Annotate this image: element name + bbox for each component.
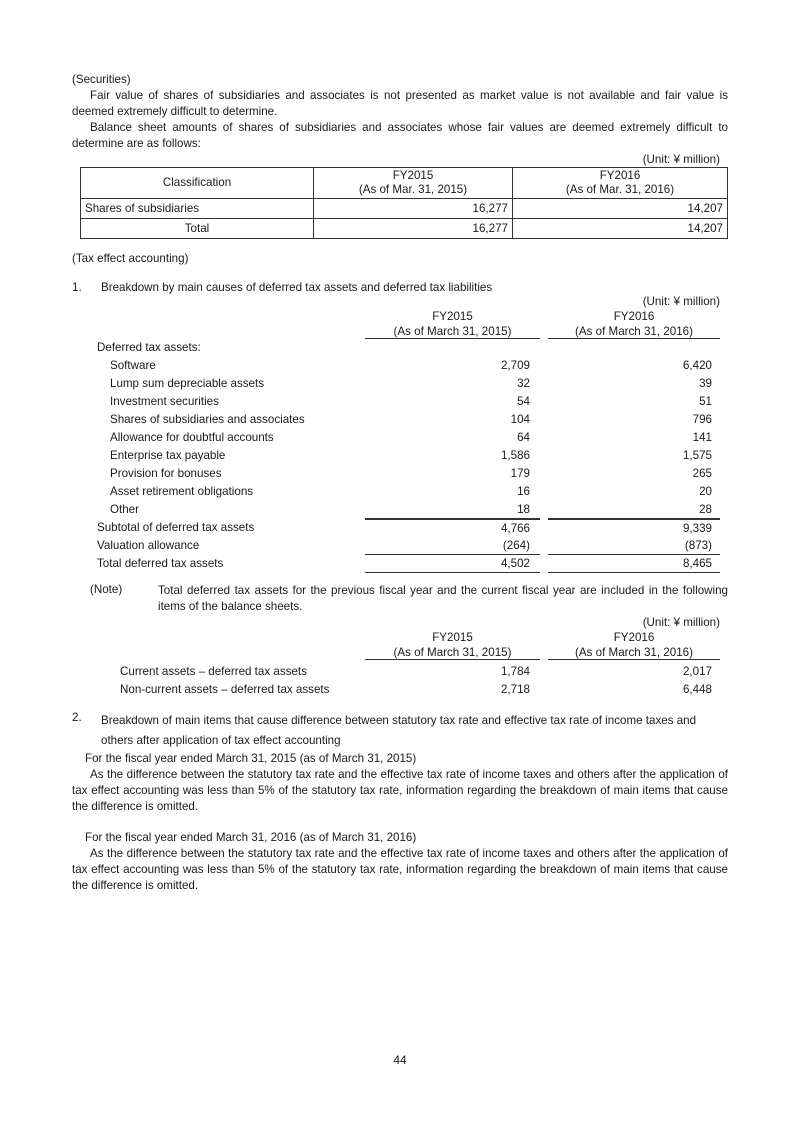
row-label: Valuation allowance <box>97 539 200 552</box>
row-fy2015: 2,718 <box>500 683 530 696</box>
table-row <box>72 411 728 429</box>
row-label: Software <box>110 359 156 372</box>
row-fy2015: 1,784 <box>500 665 530 678</box>
row-label: Non-current assets – deferred tax assets <box>120 683 330 696</box>
row-fy2015: 16 <box>517 485 530 498</box>
table-row <box>72 375 728 393</box>
tax-item-2-title <box>72 711 728 731</box>
fy2016-heading: For the fiscal year ended March 31, 2016 (as of March 31, 2016) <box>85 831 417 844</box>
note-header-fy2016-line2: (As of March 31, 2016) <box>575 646 693 659</box>
table-row <box>72 429 728 447</box>
securities-paragraph-2: Balance sheet amounts of shares of subsidiaries and associates whose fair values are deemed extremely difficult to determine are as follows: <box>72 121 728 150</box>
dta-subtotal-row <box>72 519 728 537</box>
dta-header-fy2016-line2: (As of March 31, 2016) <box>575 325 693 338</box>
row-fy2015: 179 <box>510 467 530 480</box>
row-label: Asset retirement obligations <box>110 485 254 498</box>
row-fy2015: 54 <box>517 395 530 408</box>
header-fy2015 <box>314 168 513 199</box>
row-label: Allowance for doubtful accounts <box>110 431 274 444</box>
table-row <box>72 393 728 411</box>
row-label: Lump sum depreciable assets <box>110 377 265 390</box>
row-label: Subtotal of deferred tax assets <box>97 521 255 534</box>
note-header-fy2015-line2: (As of March 31, 2015) <box>393 646 512 659</box>
row-label: Provision for bonuses <box>110 467 222 480</box>
row-label: Total <box>81 219 314 239</box>
table-row <box>72 465 728 483</box>
dta-note <box>90 583 728 615</box>
dta-items-list <box>72 357 728 519</box>
securities-paragraph-1: Fair value of shares of subsidiaries and associates is not presented as market value is not available and fair value is deemed extremely difficult to determine. <box>72 89 728 118</box>
item-number: 1. <box>72 281 82 294</box>
dta-column-headers <box>72 309 728 339</box>
securities-table-header <box>81 168 728 199</box>
row-fy2015: 4,766 <box>365 519 540 538</box>
row-label: Current assets – deferred tax assets <box>120 665 307 678</box>
dta-valuation-row <box>72 537 728 555</box>
header-fy2016-line1: FY2016 <box>599 169 641 182</box>
dta-header-fy2016 <box>548 309 720 339</box>
note-header-fy2016-line1: FY2016 <box>613 631 655 644</box>
note-header-fy2015-line1: FY2015 <box>432 631 473 644</box>
securities-heading: (Securities) <box>72 73 131 86</box>
dta-heading-row <box>72 339 728 357</box>
row-fy2016: (873) <box>548 537 720 555</box>
row-fy2015: 16,277 <box>314 219 513 239</box>
fy2016-text: As the difference between the statutory tax rate and the effective tax rate of income taxes and others after the application of tax effect accounting was less than 5% of the statutory tax rate, information regarding the breakdown of main items that cause the difference is omitted. <box>72 847 728 892</box>
header-classification: Classification <box>81 168 314 199</box>
table-row <box>72 357 728 375</box>
row-label: Shares of subsidiaries <box>81 199 314 219</box>
row-fy2016: 20 <box>699 485 712 498</box>
row-fy2015: 32 <box>517 377 530 390</box>
securities-unit: (Unit: ¥ million) <box>642 153 720 166</box>
table-row <box>72 663 728 681</box>
row-label: Other <box>110 503 139 516</box>
item-title-line1: Breakdown of main items that cause difference between statutory tax rate and effective tax rate of income taxes and <box>101 714 697 727</box>
row-fy2015: 1,586 <box>500 449 530 462</box>
row-fy2015: 4,502 <box>365 555 540 573</box>
row-fy2016: 6,420 <box>682 359 712 372</box>
row-fy2016: 8,465 <box>548 555 720 573</box>
row-fy2016: 141 <box>692 431 712 444</box>
dta-heading: Deferred tax assets: <box>97 341 201 354</box>
row-fy2015: 104 <box>510 413 530 426</box>
row-fy2016: 2,017 <box>682 665 712 678</box>
header-fy2015-line2: (As of Mar. 31, 2015) <box>358 183 468 196</box>
table-row <box>72 501 728 519</box>
dta-header-fy2015-line1: FY2015 <box>432 310 473 323</box>
row-label: Enterprise tax payable <box>110 449 226 462</box>
page-number: 44 <box>393 1053 407 1067</box>
tax-heading: (Tax effect accounting) <box>72 252 189 265</box>
header-fy2016-line2: (As of Mar. 31, 2016) <box>565 183 675 196</box>
row-fy2016: 14,207 <box>513 199 728 219</box>
table-row <box>72 447 728 465</box>
note-tag: (Note) <box>90 583 123 596</box>
row-label: Total deferred tax assets <box>97 557 224 570</box>
note-column-headers <box>72 630 728 660</box>
row-fy2016: 28 <box>548 501 720 519</box>
header-fy2016 <box>513 168 728 199</box>
note-header-fy2016 <box>548 630 720 660</box>
item-title-line2: others after application of tax effect accounting <box>101 734 341 747</box>
note-unit: (Unit: ¥ million) <box>642 616 720 629</box>
dta-total-row <box>72 555 728 573</box>
item-number: 2. <box>72 711 82 724</box>
tax-item-1-title <box>72 281 728 294</box>
row-label: Investment securities <box>110 395 219 408</box>
row-fy2015: (264) <box>365 537 540 555</box>
fy2015-heading: For the fiscal year ended March 31, 2015 (as of March 31, 2015) <box>85 752 417 765</box>
note-text: Total deferred tax assets for the previous fiscal year and the current fiscal year are included in the following items of the balance sheets. <box>158 584 728 613</box>
row-label: Shares of subsidiaries and associates <box>110 413 305 426</box>
table-row <box>72 681 728 699</box>
row-fy2015: 2,709 <box>500 359 530 372</box>
table-row <box>72 483 728 501</box>
row-fy2016: 39 <box>699 377 712 390</box>
table-row <box>81 219 728 239</box>
dta-header-fy2016-line1: FY2016 <box>613 310 655 323</box>
row-fy2016: 265 <box>692 467 712 480</box>
row-fy2015: 18 <box>365 501 540 519</box>
dta-header-fy2015-line2: (As of March 31, 2015) <box>393 325 512 338</box>
row-fy2015: 16,277 <box>314 199 513 219</box>
fy2015-text: As the difference between the statutory tax rate and the effective tax rate of income taxes and others after the application of tax effect accounting was less than 5% of the statutory tax rate, information regarding the breakdown of main items that cause the difference is omitted. <box>72 768 728 813</box>
header-fy2015-line1: FY2015 <box>392 169 434 182</box>
document-page <box>72 72 728 894</box>
row-fy2016: 1,575 <box>682 449 712 462</box>
row-fy2016: 51 <box>699 395 712 408</box>
table-row <box>81 199 728 219</box>
row-fy2016: 14,207 <box>513 219 728 239</box>
row-fy2016: 6,448 <box>682 683 712 696</box>
item-title: Breakdown by main causes of deferred tax assets and deferred tax liabilities <box>101 281 493 294</box>
dta-unit: (Unit: ¥ million) <box>642 295 720 308</box>
dta-header-fy2015 <box>365 309 540 339</box>
row-fy2016: 9,339 <box>548 519 720 538</box>
row-fy2015: 64 <box>517 431 530 444</box>
note-header-fy2015 <box>365 630 540 660</box>
row-fy2016: 796 <box>692 413 712 426</box>
securities-table <box>80 167 728 239</box>
